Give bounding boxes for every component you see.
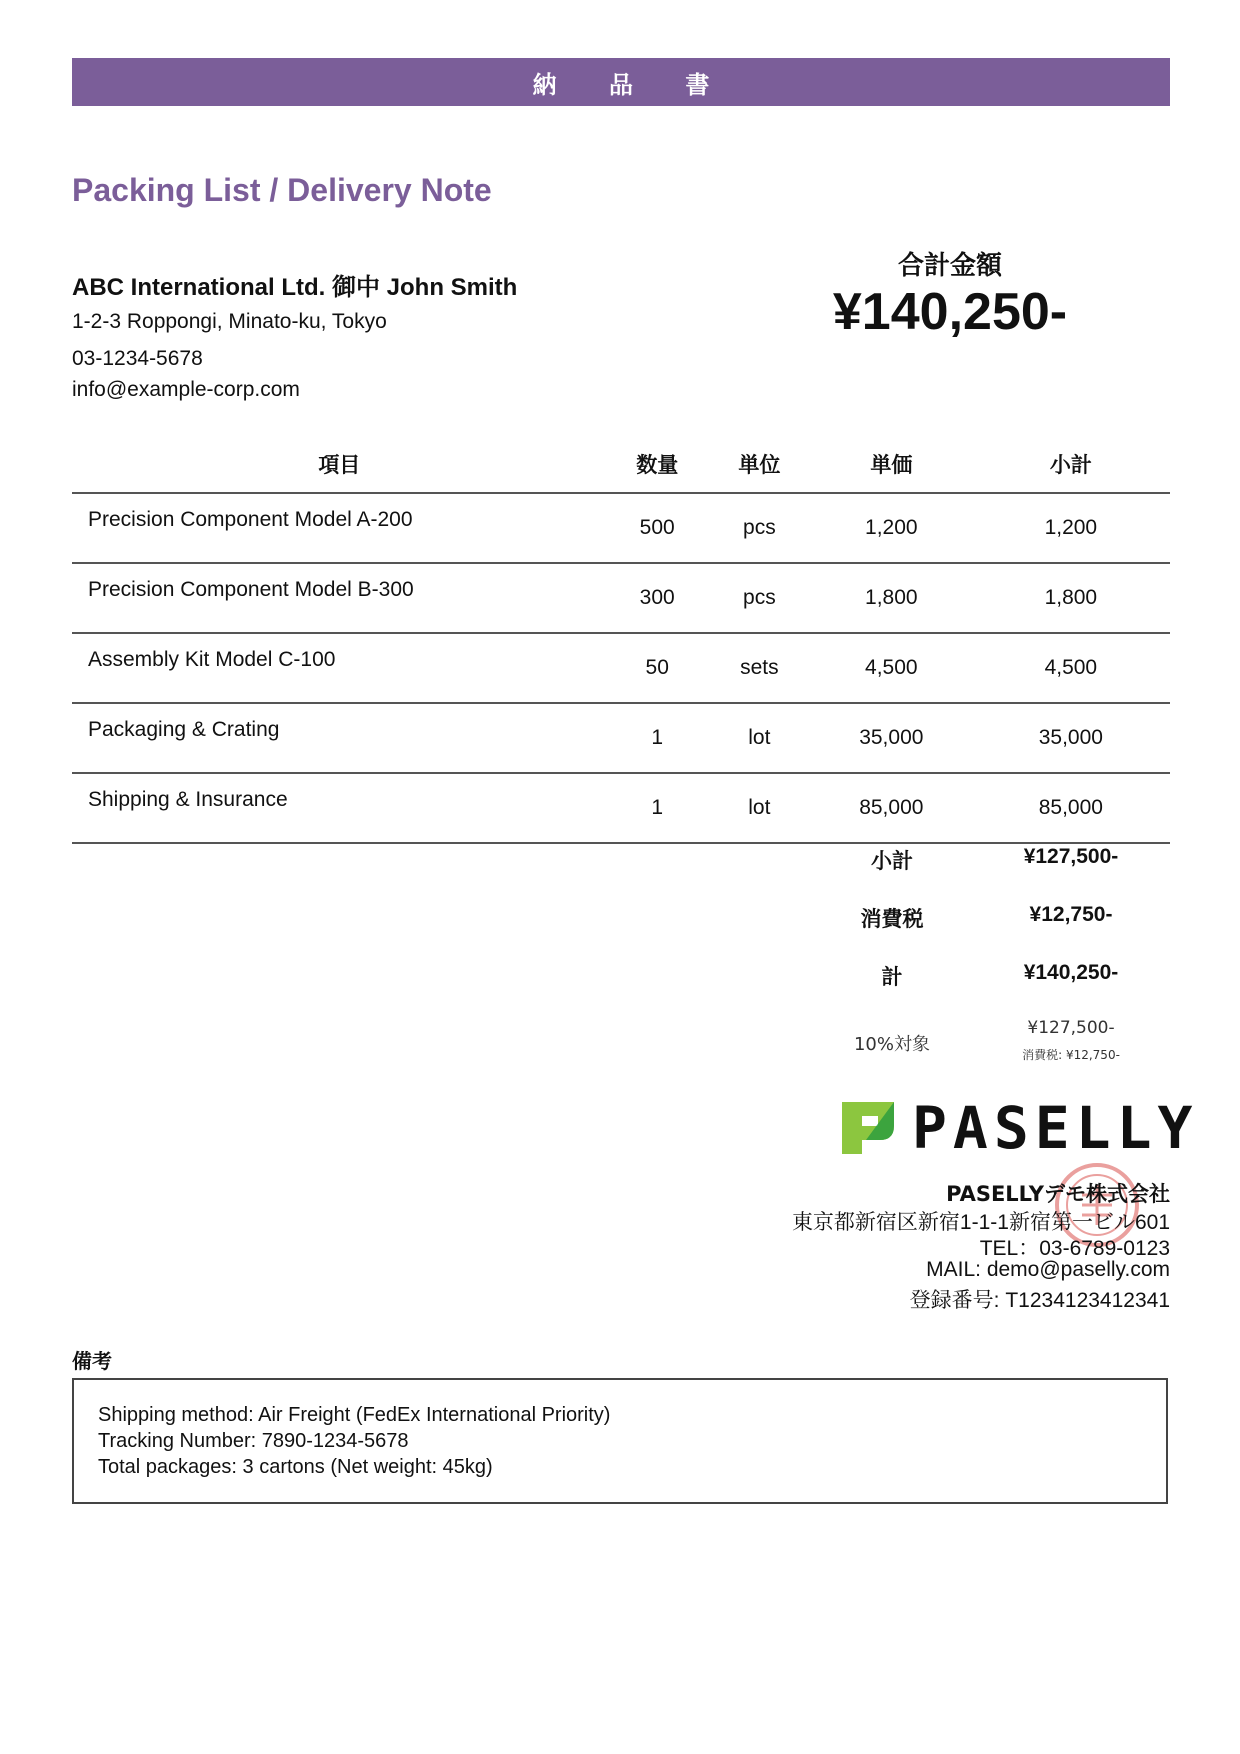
summary-total-value: ¥140,250- [1023, 961, 1119, 984]
tax-rate-amount: 消費税: ¥12,750- [1022, 1048, 1120, 1062]
notes-line: Total packages: 3 cartons (Net weight: 45kg) [98, 1456, 493, 1478]
company-address: 東京都新宿区新宿1-1-1新宿第一ビル601 [791, 1211, 1170, 1234]
company-mail: MAIL: demo@paselly.com [926, 1258, 1170, 1281]
row-description: Packaging & Crating [72, 703, 607, 773]
row-quantity: 50 [607, 633, 708, 703]
tax-rate-base: ¥127,500- [1027, 1018, 1115, 1038]
row-description: Shipping & Insurance [72, 773, 607, 843]
company-registration: 登録番号: T1234123412341 [909, 1289, 1170, 1312]
client-name: ABC International Ltd. 御中 John Smith [72, 274, 518, 301]
row-unit-price: 1,200 [811, 493, 972, 563]
row-quantity: 300 [607, 563, 708, 633]
company-tel: TEL：03-6789-0123 [979, 1237, 1170, 1260]
document-banner [72, 58, 1170, 106]
row-description: Precision Component Model A-200 [72, 493, 607, 563]
company-name: PASELLYデモ株式会社 [946, 1182, 1170, 1206]
row-unit: sets [708, 633, 811, 703]
row-subtotal: 1,200 [972, 493, 1170, 563]
table-header-row [72, 436, 1170, 493]
notes-line: Shipping method: Air Freight (FedEx International Priority) [98, 1404, 611, 1426]
row-subtotal: 35,000 [972, 703, 1170, 773]
page-title: Packing List / Delivery Note [72, 172, 492, 208]
row-quantity: 1 [607, 703, 708, 773]
row-subtotal: 4,500 [972, 633, 1170, 703]
header-unit-price: 単価 [811, 436, 972, 493]
row-description: Assembly Kit Model C-100 [72, 633, 607, 703]
header-unit: 単位 [708, 436, 811, 493]
row-unit: lot [708, 773, 811, 843]
client-address: 1-2-3 Roppongi, Minato-ku, Tokyo [72, 310, 387, 333]
paselly-logo-text: PASELLY [912, 1094, 1199, 1162]
summary-subtotal-value: ¥127,500- [1023, 845, 1119, 868]
table-row [72, 773, 1170, 843]
row-unit: pcs [708, 563, 811, 633]
notes-label: 備考 [72, 1349, 112, 1373]
table-row [72, 703, 1170, 773]
table-row [72, 563, 1170, 633]
header-subtotal: 小計 [972, 436, 1170, 493]
header-description: 項目 [72, 436, 607, 493]
paselly-logo-icon [836, 1096, 900, 1160]
row-quantity: 1 [607, 773, 708, 843]
row-description: Precision Component Model B-300 [72, 563, 607, 633]
row-unit: lot [708, 703, 811, 773]
tax-rate-label: 10%対象 [853, 1034, 930, 1055]
notes-line: Tracking Number: 7890-1234-5678 [98, 1430, 409, 1452]
row-unit-price: 85,000 [811, 773, 972, 843]
banner-title: 納 品 書 [532, 70, 732, 99]
table-row [72, 493, 1170, 563]
notes-box [72, 1378, 1168, 1504]
summary-tax-label: 消費税 [860, 907, 924, 931]
row-subtotal: 1,800 [972, 563, 1170, 633]
client-email: info@example-corp.com [72, 378, 300, 401]
row-unit-price: 1,800 [811, 563, 972, 633]
table-row [72, 633, 1170, 703]
summary-subtotal-label: 小計 [871, 849, 913, 873]
row-unit-price: 4,500 [811, 633, 972, 703]
summary-total-label: 計 [881, 965, 903, 989]
items-table [72, 436, 1170, 844]
header-quantity: 数量 [607, 436, 708, 493]
client-phone: 03-1234-5678 [72, 347, 203, 370]
row-unit: pcs [708, 493, 811, 563]
total-amount: ¥140,250- [832, 283, 1068, 341]
row-unit-price: 35,000 [811, 703, 972, 773]
row-quantity: 500 [607, 493, 708, 563]
total-label: 合計金額 [897, 251, 1002, 281]
row-subtotal: 85,000 [972, 773, 1170, 843]
summary-tax-value: ¥12,750- [1029, 903, 1113, 926]
